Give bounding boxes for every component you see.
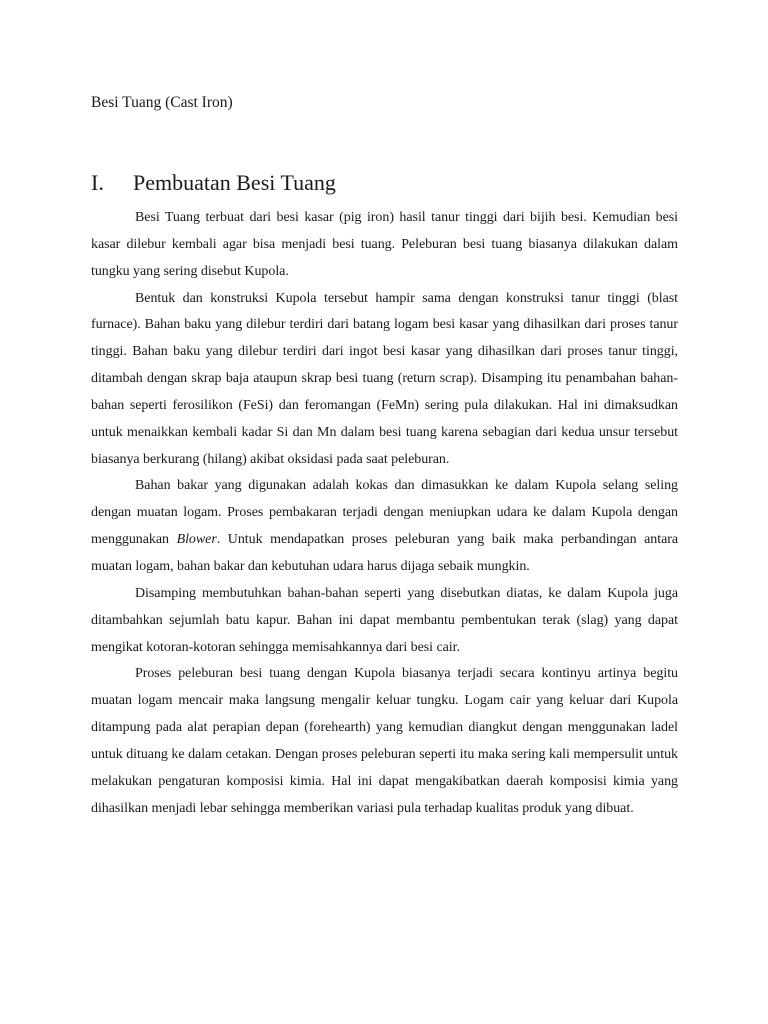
emphasized-term: Blower <box>176 532 217 548</box>
section-title: Pembuatan Besi Tuang <box>133 170 336 195</box>
section-number: I. <box>91 170 104 195</box>
paragraph: Bentuk dan konstruksi Kupola tersebut hampir sama dengan konstruksi tanur tinggi (blast furnace). Bahan baku yang dilebur terdiri dari batang logam besi kasar yang dihasilkan dari proses tanur tinggi. Bahan baku yang dilebur terdiri dari ingot besi kasar yang dihasilkan dari proses tanur tinggi, ditambah dengan skrap baja ataupun skrap besi tuang (return scrap). Disamping itu penambahan bahan-bahan seperti ferosilikon (FeSi) dan feromangan (FeMn) sering pula dilakukan. Hal ini dimaksudkan untuk menaikkan kembali kadar Si dan Mn dalam besi tuang karena sebagian dari kedua unsur tersebut biasanya berkurang (hilang) akibat oksidasi pada saat peleburan. <box>91 290 678 467</box>
paragraph <box>91 473 678 580</box>
document-page <box>91 0 678 1024</box>
paragraph-text: . Untuk mendapatkan proses peleburan yang baik maka perbandingan antara muatan logam, bahan bakar dan kebutuhan udara harus dijaga sebaik mungkin. <box>91 532 679 574</box>
paragraph: Besi Tuang terbuat dari besi kasar (pig iron) hasil tanur tinggi dari bijih besi. Kemudian besi kasar dilebur kembali agar bisa menjadi besi tuang. Peleburan besi tuang biasanya dilakukan dalam tungku yang sering disebut Kupola. <box>91 210 678 279</box>
paragraph-text: Bahan bakar yang digunakan adalah kokas dan dimasukkan ke dalam Kupola selang seling dengan muatan logam. Proses pembakaran terjadi dengan meniupkan udara ke dalam Kupola dengan menggunakan <box>91 478 678 548</box>
section-heading <box>91 168 336 198</box>
document-title: Besi Tuang (Cast Iron) <box>91 94 233 111</box>
paragraph: Proses peleburan besi tuang dengan Kupola biasanya terjadi secara kontinyu artinya begitu muatan logam mencair maka langsung mengalir keluar tungku. Logam cair yang keluar dari Kupola ditampung pada alat perapian depan (forehearth) yang kemudian diangkut dengan menggunakan ladel untuk dituang ke dalam cetakan. Dengan proses peleburan seperti itu maka sering kali mempersulit untuk melakukan pengaturan komposisi kimia. Hal ini dapat mengakibatkan daerah komposisi kimia yang dihasilkan menjadi lebar sehingga memberikan variasi pula terhadap kualitas produk yang dibuat. <box>91 666 678 816</box>
paragraph: Disamping membutuhkan bahan-bahan seperti yang disebutkan diatas, ke dalam Kupola juga ditambahkan sejumlah batu kapur. Bahan ini dapat membantu pembentukan terak (slag) yang dapat mengikat kotoran-kotoran sehingga memisahkannya dari besi cair. <box>91 585 678 655</box>
section-body <box>91 205 678 822</box>
